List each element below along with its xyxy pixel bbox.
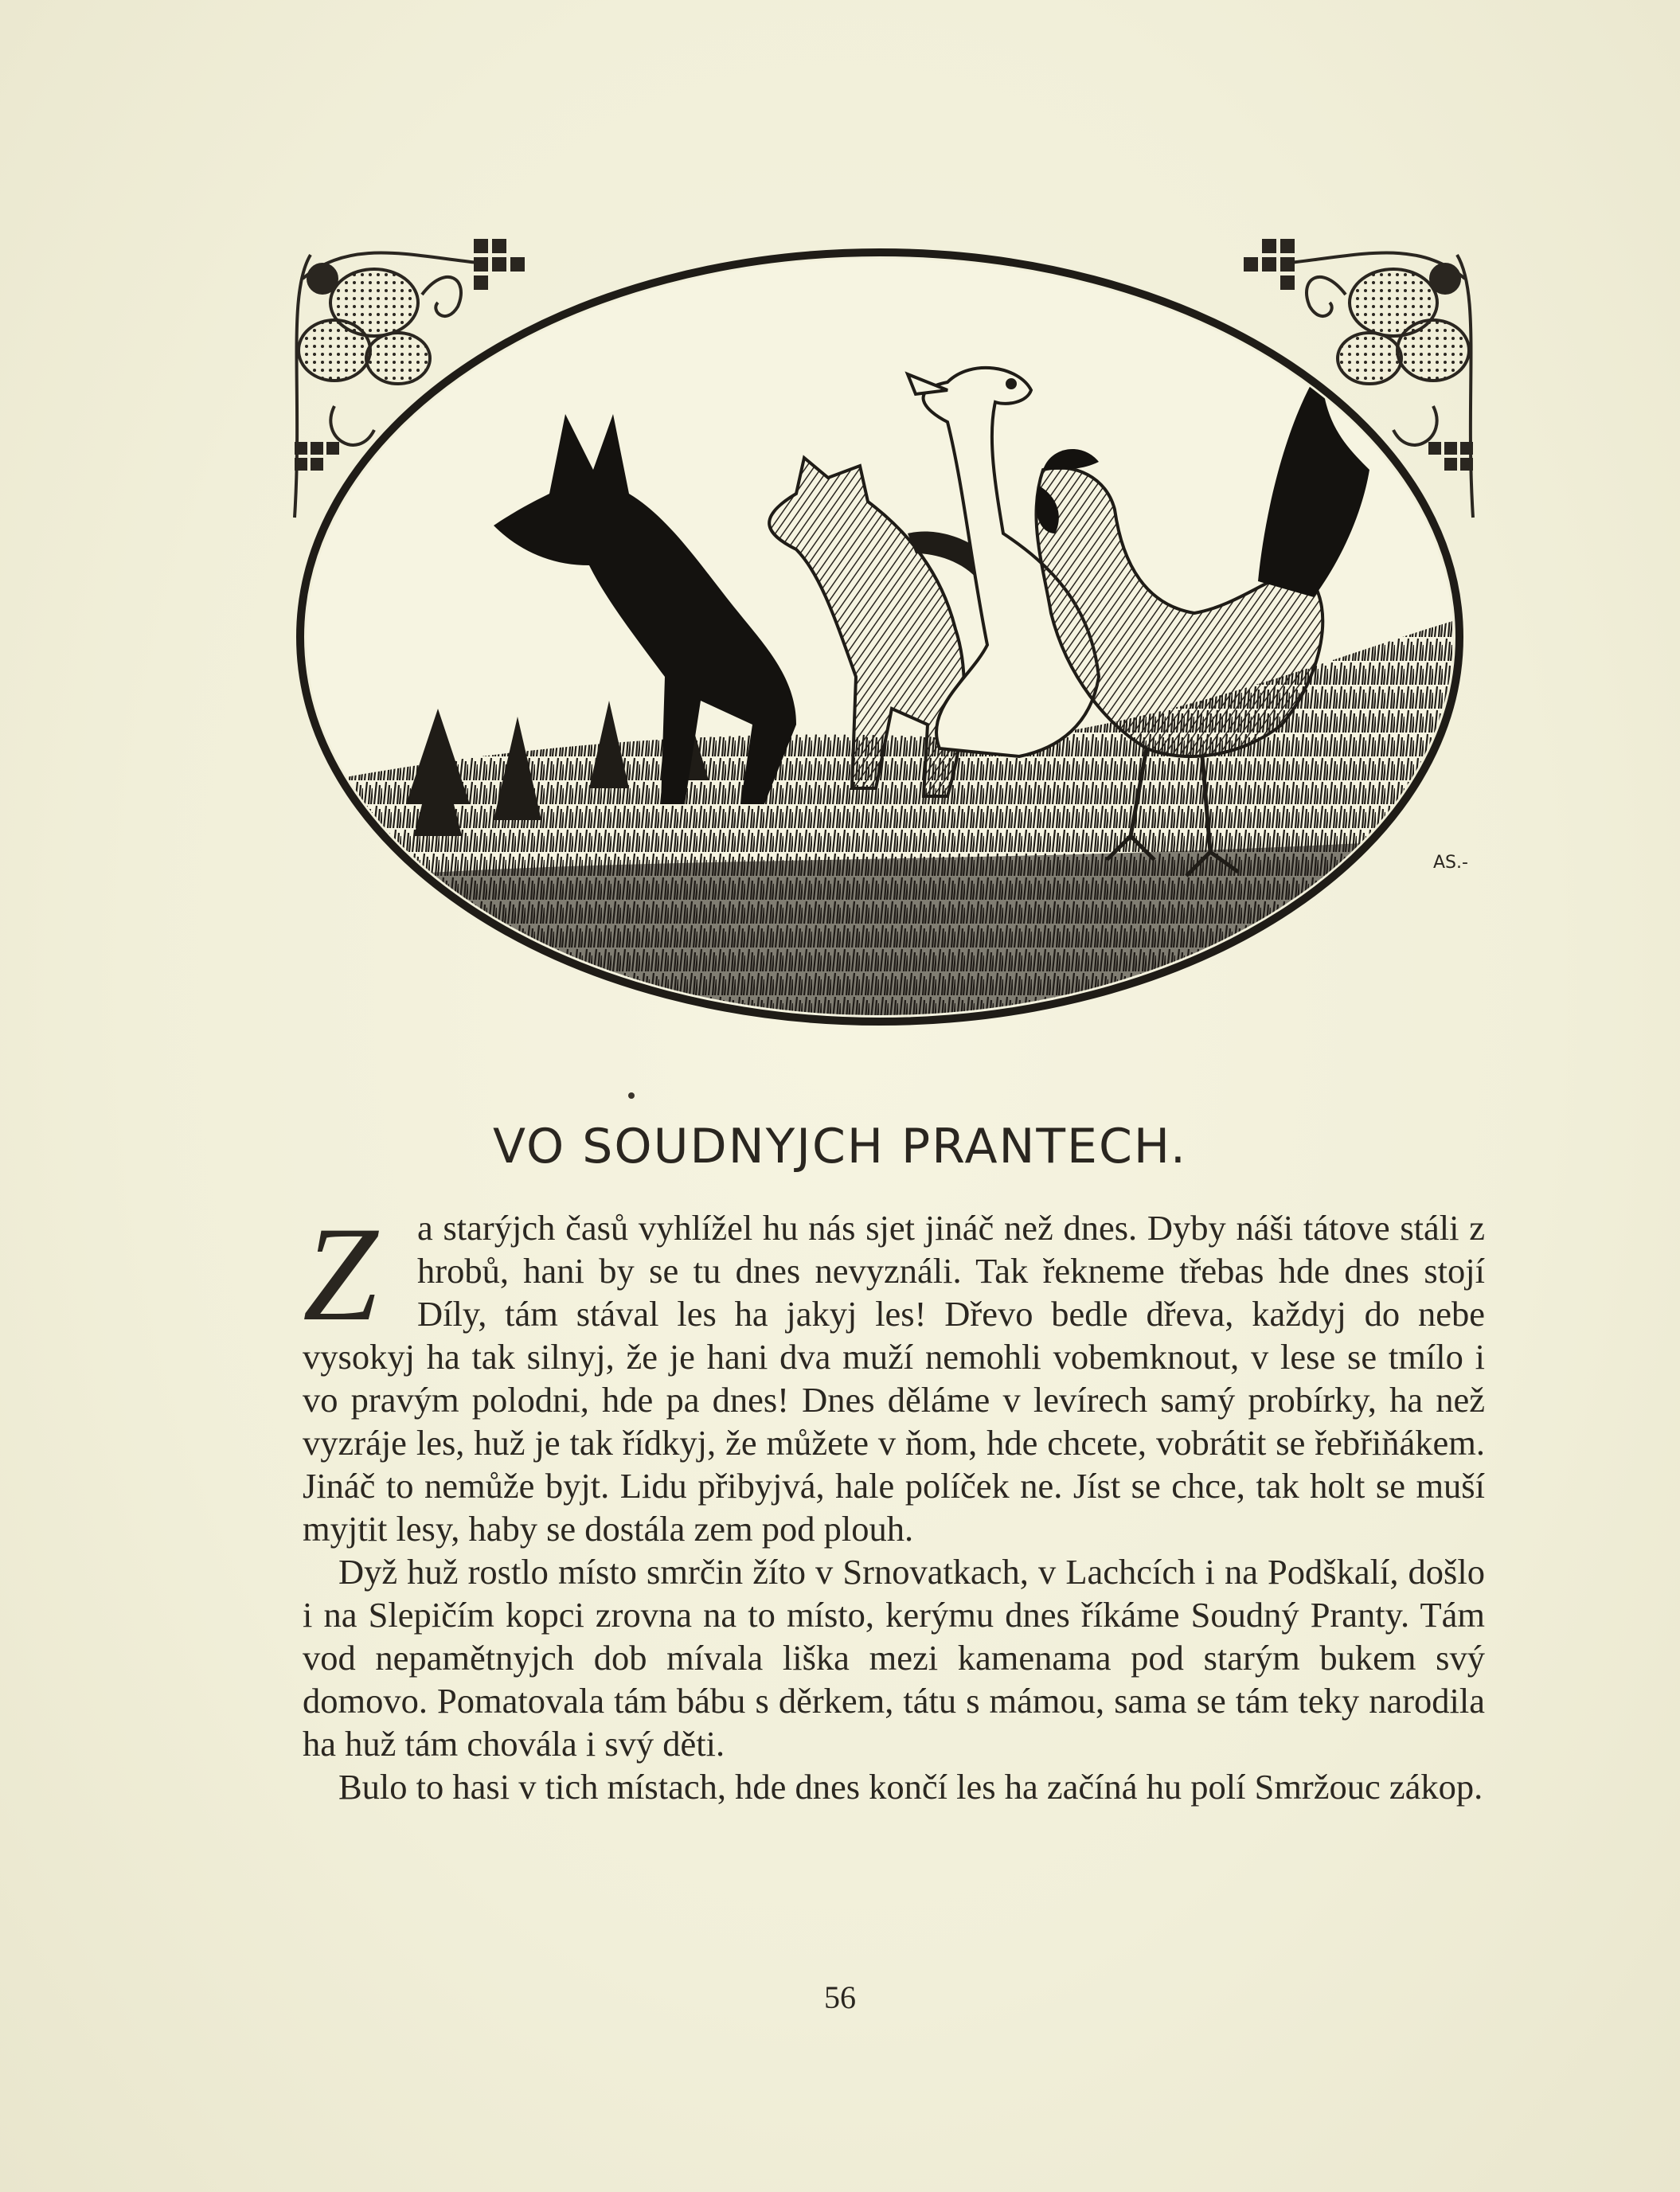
vignette-illustration [287,231,1481,1027]
body-text [303,1199,1485,1808]
paragraph-2: Dyž huž rostlo místo smrčin žíto v Srnovatkach, v Lachcích i na Podškalí, došlo i na Slepičím kopci zrovna na to místo, kerýmu dnes říkáme Soudný Pranty. Tám vod nepamětnyjch dob mívala liška mezi kamenama pod starým bukem svý domovo. Pomatovala tám bábu s děrkem, tátu s mámou, sama se tám teky narodila ha huž tám chovála i svý děti. [303,1552,1485,1764]
chapter-title: VO SOUDNYJCH PRANTECH. [493,1119,1187,1174]
drop-cap: Z [303,1199,378,1349]
paragraph-3: Bulo to hasi v tich místach, hde dnes končí les ha začíná hu polí Smržouc zákop. [338,1767,1483,1807]
paragraph-1-text: a starýjch časů vyhlížel hu nás sjet jináč než dnes. Dyby náši tátove stáli z hrobů, hani by se tu dnes nevyználi. Tak řekneme třebas hde dnes stojí Díly, tám stával les ha jakyj les! Dřevo bedle dřeva, každyj do nebe vysokyj ha tak silnyj, že je hani dva muží nemohli vobemknout, v lese se tmílo i vo pravým polodni, hde pa dnes! Dnes děláme v levírech samý probírky, ha než vyzráje les, huž je tak řídkyj, že můžete v ňom, hde chcete, vobrátit se řebřiňákem. Jináč to nemůže byjt. Lidu přibyjvá, hale políček ne. Jíst se chce, tak holt se muší myjtit lesy, haby se dostála zem pod plouh. [303,1208,1485,1549]
page-number: 56 [824,1979,856,2015]
paragraph-1 [303,1199,1485,1550]
ornamental-dot [628,1092,635,1099]
vignette-svg [287,231,1481,1027]
artist-signature: AS.- [1433,853,1468,873]
